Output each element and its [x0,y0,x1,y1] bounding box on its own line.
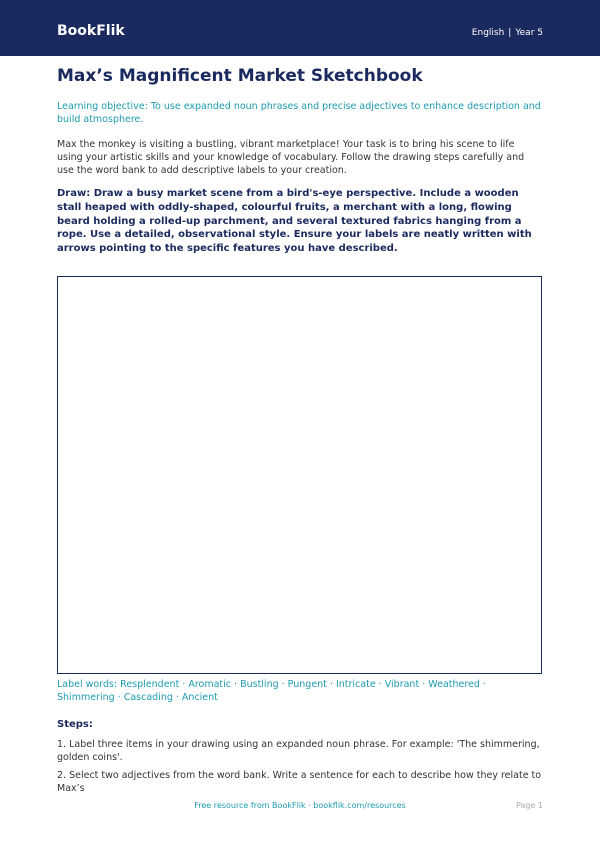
word-bank: Label words: Resplendent · Aromatic · Bustling · Pungent · Intricate · Vibrant · Weathered · Shimmering · Cascading · Ancient [57,678,486,704]
steps-list [57,738,543,796]
worksheet-content [0,66,600,796]
step-item: 2. Select two adjectives from the word bank. Write a sentence for each to describe how they relate to Max’s [57,769,542,795]
brand-logo[interactable]: BookFlik [57,23,125,39]
year-label: Year 5 [515,28,543,38]
page-number: Page 1 [516,801,543,810]
learning-objective: Learning objective: To use expanded noun phrases and precise adjectives to enhance description and build atmosphere. [57,101,541,125]
header-separator: | [508,28,512,38]
steps-heading: Steps: [57,718,93,730]
header-meta [472,28,543,38]
drawing-task: Draw: Draw a busy market scene from a bird's-eye perspective. Include a wooden stall heaped with oddly-shaped, colourful fruits, a merchant with a long, flowing beard holding a rolled-up parchment, and several textured fabrics hanging from a rope. Use a detailed, observational style. Ensure your labels are neatly written with arrows pointing to the specific features you have described. [57,188,532,255]
intro-paragraph: Max the monkey is visiting a bustling, vibrant marketplace! Your task is to bring his scene to life using your artistic skills and your knowledge of vocabulary. Follow the drawing steps carefully and use the word bank to add descriptive labels to your creation. [57,139,525,176]
step-item: 1. Label three items in your drawing using an expanded noun phrase. For example: 'The shimmering, golden coins'. [57,738,540,764]
page-title: Max’s Magnificent Market Sketchbook [57,66,423,86]
footer-link[interactable]: Free resource from BookFlik · bookflik.com/resources [194,801,406,810]
drawing-area[interactable] [57,276,542,674]
page-footer [0,801,600,815]
page-header [0,0,600,56]
subject-label: English [471,28,505,38]
